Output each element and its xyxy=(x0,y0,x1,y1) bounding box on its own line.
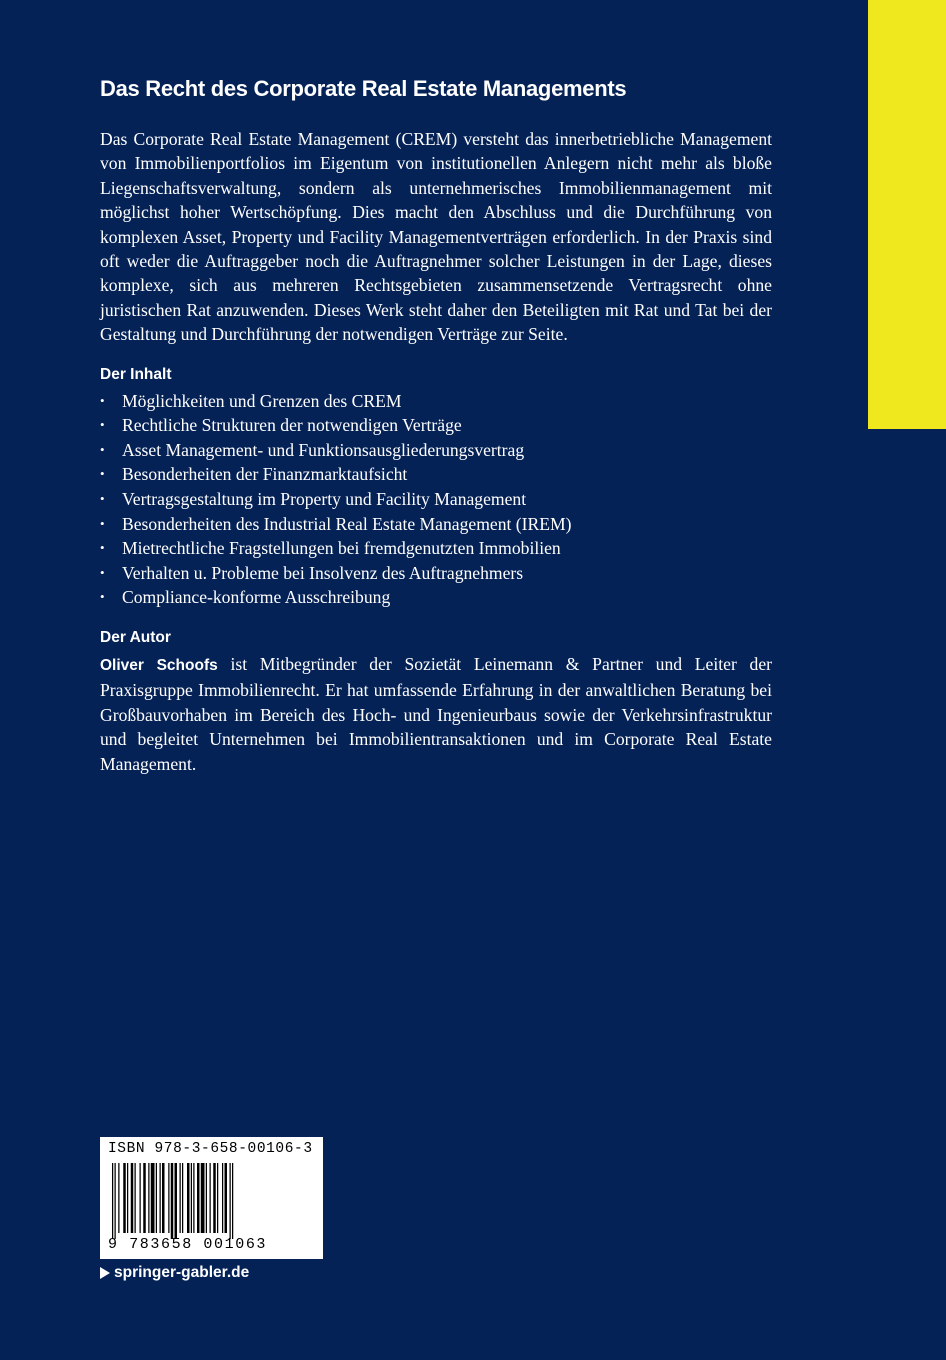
barcode-bar xyxy=(201,1163,205,1233)
bullet-icon: • xyxy=(100,466,105,482)
barcode-bar xyxy=(191,1163,192,1233)
contents-item-label: Möglichkeiten und Grenzen des CREM xyxy=(122,390,402,411)
barcode-bar xyxy=(115,1163,116,1239)
bullet-icon: • xyxy=(100,441,105,457)
barcode-bar xyxy=(213,1163,216,1233)
barcode-bar xyxy=(162,1163,165,1233)
bullet-icon: • xyxy=(100,392,105,408)
bullet-icon: • xyxy=(100,515,105,531)
bullet-icon: • xyxy=(100,564,105,580)
barcode-bar xyxy=(232,1163,233,1239)
barcode-bar xyxy=(143,1163,146,1233)
barcode-bar xyxy=(225,1163,228,1233)
barcode-bar xyxy=(168,1163,169,1233)
contents-item xyxy=(100,585,772,610)
contents-item-label: Compliance-konforme Ausschreibung xyxy=(122,587,391,608)
barcode-bar xyxy=(160,1163,161,1233)
author-heading: Der Autor xyxy=(100,629,171,646)
back-cover-content xyxy=(100,74,772,776)
author-bio-text: ist Mitbegründer der Sozietät Leinemann & Partner und Leiter der Praxisgruppe Immobilienrecht. Er hat umfassende Erfahrung in der anwaltlichen Beratung bei Großbauvorhaben im Bereich des Hoch- und Ingenieurbaus sowie der Verkehrsinfrastruktur und begleitet Unternehmen bei Immobilientransaktionen und im Corporate Real Estate Management. xyxy=(100,654,772,774)
website-link[interactable]: springer-gabler.de xyxy=(114,1264,250,1281)
contents-item-label: Mietrechtliche Fragstellungen bei fremdgenutzten Immobilien xyxy=(122,538,561,559)
barcode-bar xyxy=(222,1163,223,1233)
barcode-bar xyxy=(151,1163,155,1233)
bullet-icon: • xyxy=(100,540,105,556)
barcode-bar xyxy=(140,1163,141,1233)
contents-item xyxy=(100,438,772,463)
isbn-label: ISBN 978-3-658-00106-3 xyxy=(108,1141,313,1157)
accent-bar xyxy=(868,0,946,429)
contents-item-label: Asset Management- und Funktionsausgliederungsvertrag xyxy=(122,439,525,460)
play-arrow-icon xyxy=(100,1267,110,1279)
contents-item-label: Verhalten u. Probleme bei Insolvenz des Auftragnehmers xyxy=(122,562,524,583)
barcode-bar xyxy=(193,1163,194,1233)
barcode-bar xyxy=(230,1163,231,1239)
book-description: Das Corporate Real Estate Management (CREM) versteht das innerbetriebliche Management von Immobilienportfolios im Eigentum von institutionellen Anlegern nicht mehr als bloße Liegenschaftsverwaltung, sondern als unternehmerisches Immobilienmanagement mit möglichst hoher Wertschöpfung. Dies macht den Abschluss und die Durchführung von komplexen Asset, Property und Facility Managementverträgen erforderlich. In der Praxis sind oft weder die Auftraggeber noch die Auftragnehmer solcher Leistungen in der Lage, dieses komplexe, sich aus mehreren Rechtsgebieten zusammensetzende Vertragsrecht ohne juristischen Rat anzuwenden. Dieses Werk steht daher den Beteiligten mit Rat und Tat bei der Gestaltung und Durchführung der notwendigen Verträge zur Seite. xyxy=(100,129,772,345)
contents-heading: Der Inhalt xyxy=(100,365,172,383)
barcode-bar xyxy=(175,1163,178,1239)
contents-item-label: Besonderheiten der Finanzmarktaufsicht xyxy=(122,464,408,485)
barcode-bar xyxy=(123,1163,126,1233)
barcode-bar xyxy=(127,1163,128,1233)
barcode-bar xyxy=(180,1163,181,1233)
author-name: Oliver Schoofs xyxy=(100,657,218,674)
publisher-website[interactable] xyxy=(100,1264,249,1282)
barcode-bar xyxy=(156,1163,157,1233)
contents-item xyxy=(100,462,772,487)
contents-item xyxy=(100,512,772,537)
bullet-icon: • xyxy=(100,417,105,433)
barcode-bar xyxy=(187,1163,190,1233)
barcode-digits: 9 783658 001063 xyxy=(108,1236,268,1253)
contents-item xyxy=(100,413,772,438)
contents-item xyxy=(100,487,772,512)
bullet-icon: • xyxy=(100,491,105,507)
barcode-bar xyxy=(112,1163,113,1239)
barcode-bar xyxy=(171,1163,174,1239)
barcode-bar xyxy=(148,1163,149,1233)
barcode-bar xyxy=(131,1163,134,1233)
contents-item-label: Rechtliche Strukturen der notwendigen Verträge xyxy=(122,415,462,436)
contents-item xyxy=(100,536,772,561)
barcode-bar xyxy=(210,1163,211,1233)
barcode-bar xyxy=(197,1163,200,1233)
barcode-bar xyxy=(217,1163,218,1233)
contents-item-label: Besonderheiten des Industrial Real Estate Management (IREM) xyxy=(122,513,572,534)
barcode-bar xyxy=(206,1163,207,1233)
contents-list xyxy=(100,389,772,610)
barcode-bar xyxy=(182,1163,183,1233)
isbn-barcode xyxy=(100,1137,323,1259)
contents-item xyxy=(100,389,772,414)
bullet-icon: • xyxy=(100,589,105,605)
barcode-bar xyxy=(135,1163,136,1233)
contents-item xyxy=(100,561,772,586)
contents-item-label: Vertragsgestaltung im Property und Facility Management xyxy=(122,489,527,510)
book-title: Das Recht des Corporate Real Estate Managements xyxy=(100,76,627,101)
author-bio xyxy=(100,652,772,776)
barcode-bar xyxy=(118,1163,119,1233)
